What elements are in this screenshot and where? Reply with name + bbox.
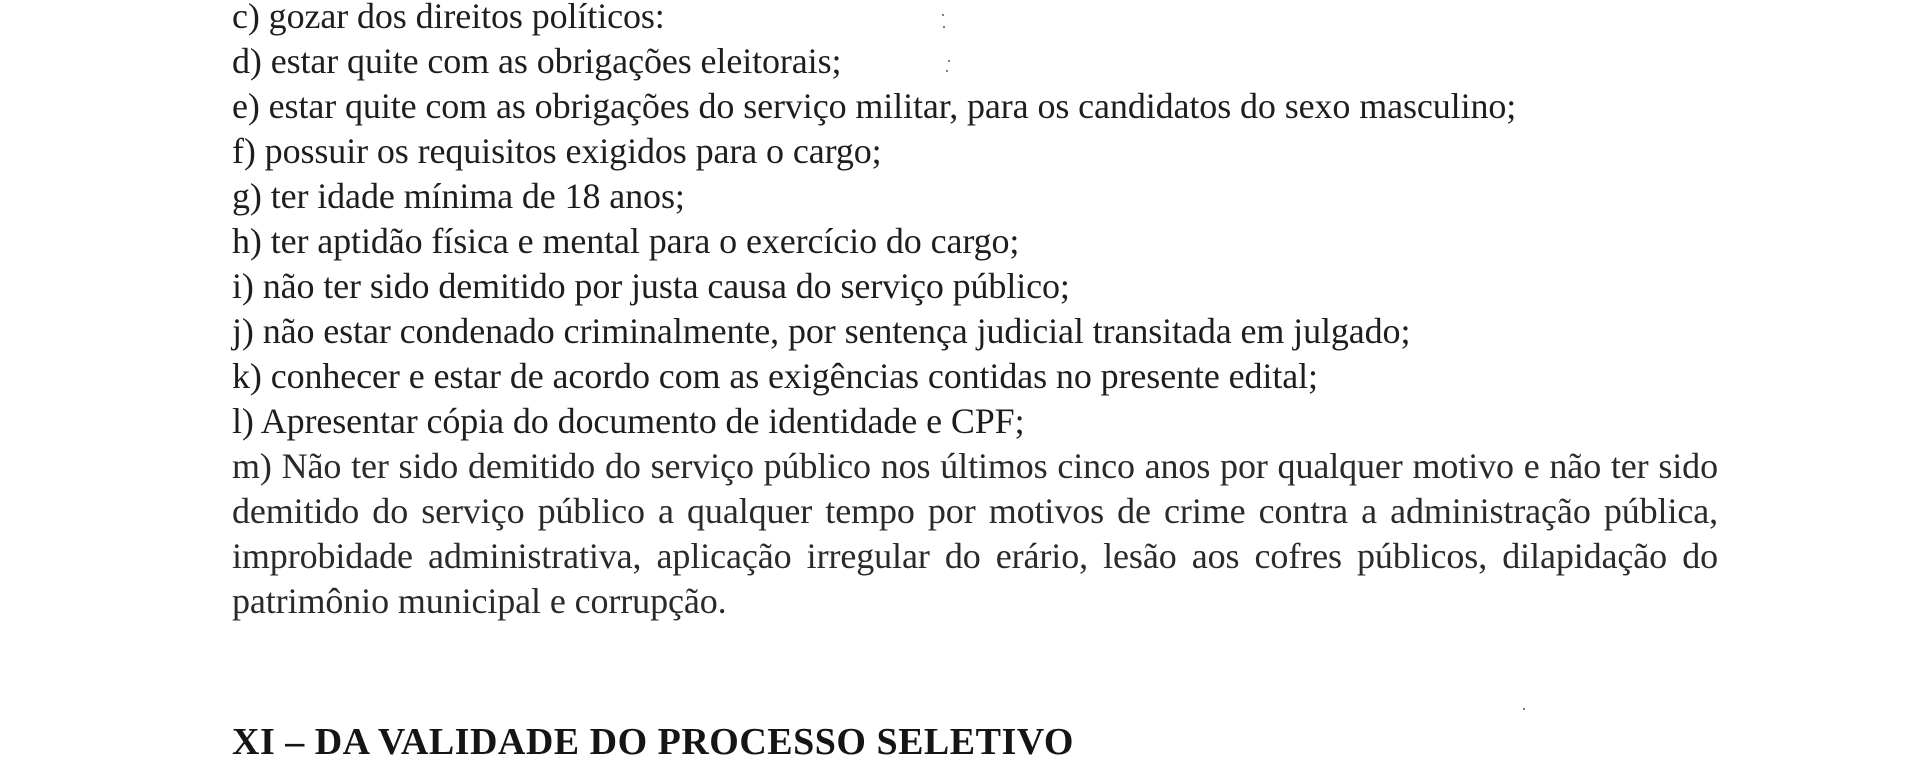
requirement-item-l: l) Apresentar cópia do documento de identidade e CPF; [232,401,1025,441]
requirement-item-c: c) gozar dos direitos políticos: [232,0,665,36]
requirement-item-d: d) estar quite com as obrigações eleitorais; [232,41,842,81]
requirement-item-m: m) Não ter sido demitido do serviço público nos últimos cinco anos por qualquer motivo e não ter sido demitido do serviço público a qualquer tempo por motivos de crime contra a administração pública, improbidade administrativa, aplicação irregular do erário, lesão aos cofres públicos, dilapidação do patrimônio municipal e corrupção. [232,446,1718,621]
requirement-item-k: k) conhecer e estar de acordo com as exigências contidas no presente edital; [232,356,1318,396]
section-heading: XI – DA VALIDADE DO PROCESSO SELETIVO [232,721,1074,763]
requirement-item-j: j) não estar condenado criminalmente, por sentença judicial transitada em julgado; [232,311,1411,351]
requirement-item-g: g) ter idade mínima de 18 anos; [232,176,685,216]
scan-speck [943,26,945,28]
scan-speck [1523,708,1525,710]
scan-speck [942,14,944,16]
requirement-item-i: i) não ter sido demitido por justa causa do serviço público; [232,266,1070,306]
scan-speck [948,60,950,62]
scan-speck [946,70,948,72]
requirement-item-h: h) ter aptidão física e mental para o exercício do cargo; [232,221,1020,261]
requirements-list [232,0,1718,624]
requirement-item-f: f) possuir os requisitos exigidos para o cargo; [232,131,882,171]
requirement-item-e: e) estar quite com as obrigações do serviço militar, para os candidatos do sexo masculino; [232,86,1517,126]
